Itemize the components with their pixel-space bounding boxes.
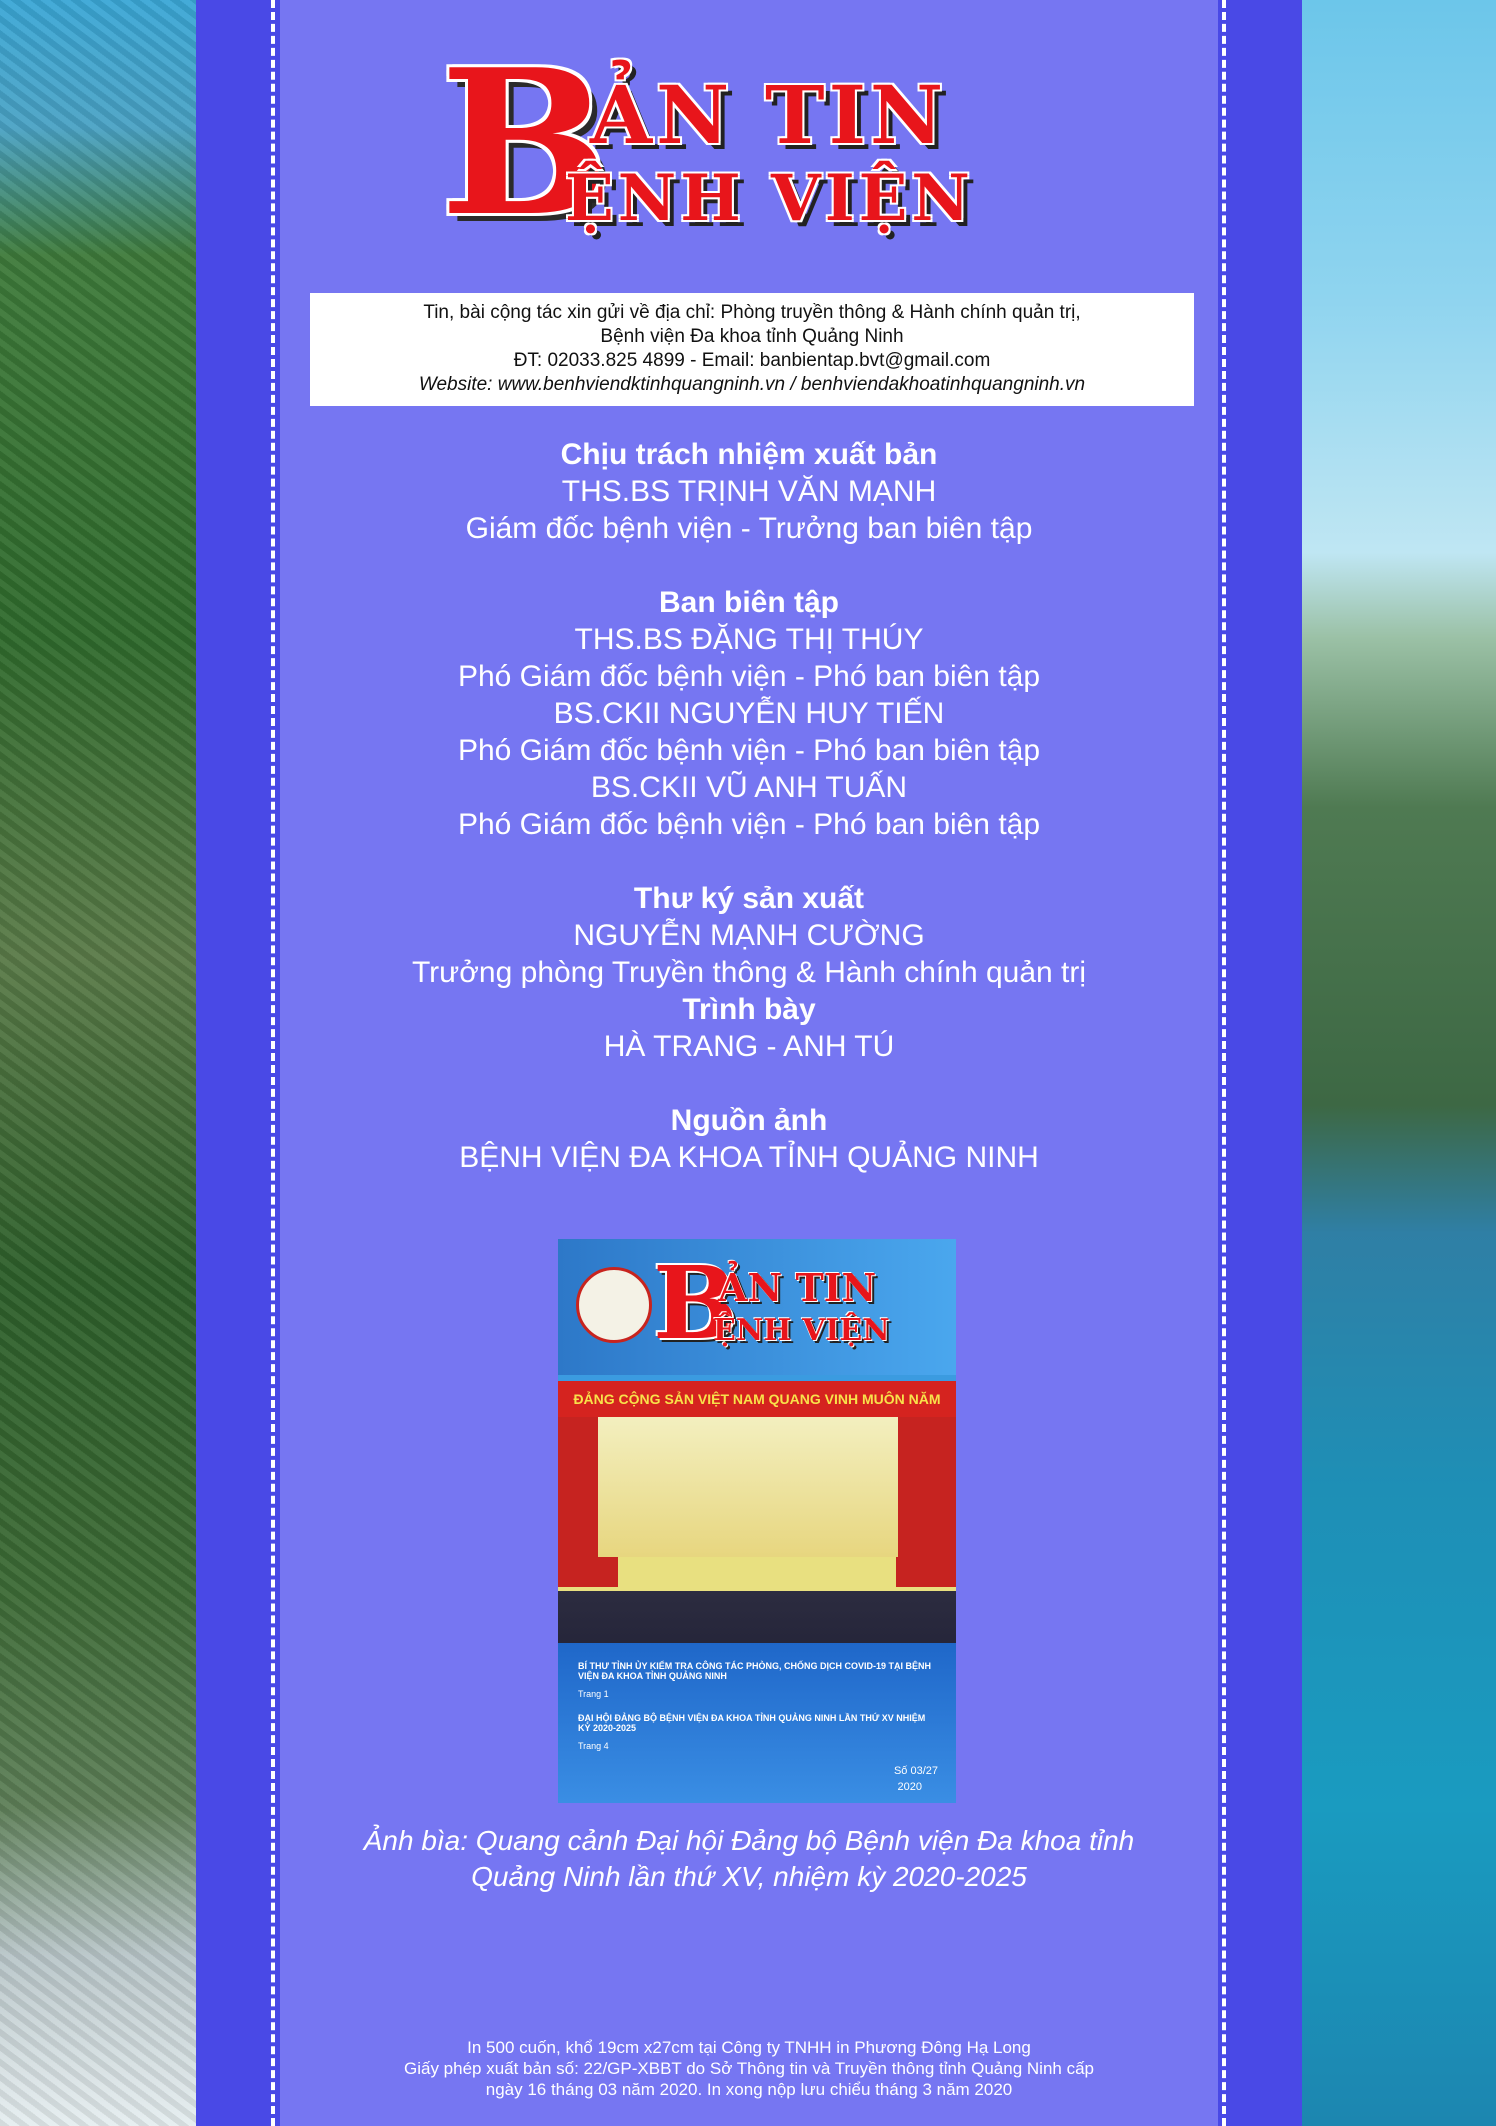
cover-page-2: Trang 4: [578, 1741, 609, 1751]
imprint: [280, 2037, 1218, 2100]
contact-website: Website: www.benhviendktinhquangninh.vn / benhviendakhoatinhquangninh.vn: [418, 374, 1086, 395]
board-member-name: BS.CKII VŨ ANH TUẤN: [590, 771, 908, 804]
cover-headline-2: ĐẠI HỘI ĐẢNG BỘ BỆNH VIỆN ĐA KHOA TỈNH QUẢNG NINH LẦN THỨ XV NHIỆM KỲ 2020-2025: [578, 1713, 926, 1733]
publisher-role: Giám đốc bệnh viện - Trưởng ban biên tập: [465, 512, 1033, 545]
cover-title-initial: B: [653, 1244, 738, 1362]
caption-line-2: Quảng Ninh lần thứ XV, nhiệm kỳ 2020-2025: [471, 1861, 1027, 1892]
secretary-name: NGUYỄN MẠNH CƯỜNG: [573, 919, 925, 952]
board-member-name: THS.BS ĐẶNG THỊ THÚY: [574, 623, 924, 656]
border-stripe-left: [196, 0, 280, 2126]
cover-issue-year: 2020: [897, 1781, 922, 1793]
layout-names: HÀ TRANG - ANH TÚ: [603, 1030, 895, 1063]
cover-page-1: Trang 1: [578, 1689, 609, 1699]
dashed-line-left: [271, 0, 275, 2126]
photo-source: BỆNH VIỆN ĐA KHOA TỈNH QUẢNG NINH: [459, 1141, 1039, 1174]
cover-banner: ĐẢNG CỘNG SẢN VIỆT NAM QUANG VINH MUÔN NĂM: [558, 1381, 956, 1417]
layout-heading: Trình bày: [682, 993, 816, 1026]
publisher-heading: Chịu trách nhiệm xuất bản: [560, 438, 938, 471]
publisher-name: THS.BS TRỊNH VĂN MẠNH: [561, 475, 937, 508]
board-member-role: Phó Giám đốc bệnh viện - Phó ban biên tập: [457, 660, 1041, 693]
imprint-line-1: In 500 cuốn, khổ 19cm x27cm tại Công ty TNHH in Phương Đông Hạ Long: [467, 2038, 1031, 2057]
cover-stage: [598, 1417, 898, 1557]
cover-issue-number: Số 03/27: [893, 1765, 938, 1777]
secretary-heading: Thư ký sản xuất: [633, 882, 865, 915]
contact-phone-email: ĐT: 02033.825 4899 - Email: banbientap.bvt@gmail.com: [513, 350, 991, 371]
caption-line-1: Ảnh bìa: Quang cảnh Đại hội Đảng bộ Bệnh viện Đa khoa tỉnh: [363, 1825, 1135, 1856]
dashed-line-right: [1222, 0, 1226, 2126]
board-heading: Ban biên tập: [658, 586, 839, 619]
cover-title-line-2: ỆNH VIỆN: [713, 1313, 890, 1348]
masthead-line-2: ỆNH VIỆN: [565, 161, 974, 236]
border-stripe-right: [1218, 0, 1302, 2126]
contact-box: [310, 293, 1194, 406]
cover-caption: [280, 1823, 1218, 1895]
contact-hospital: Bệnh viện Đa khoa tỉnh Quảng Ninh: [600, 326, 904, 347]
masthead-logo: [440, 26, 1060, 261]
cover-headline-1: BÍ THƯ TỈNH ỦY KIỂM TRA CÔNG TÁC PHÒNG, CHỐNG DỊCH COVID-19 TẠI BỆNH VIỆN ĐA KHOA TỈNH QUẢNG NINH: [578, 1661, 931, 1681]
cover-footer: [558, 1643, 956, 1803]
masthead-line-1: ẢN TIN: [590, 68, 948, 162]
background-landscape-right: [1296, 0, 1496, 2126]
masthead-initial: B: [440, 26, 610, 261]
imprint-line-2: Giấy phép xuất bản số: 22/GP-XBBT do Sở Thông tin và Truyền thông tỉnh Quảng Ninh cấp: [403, 2059, 1094, 2078]
background-landscape-left: [0, 0, 200, 2126]
imprint-line-3: ngày 16 tháng 03 năm 2020. In xong nộp lưu chiểu tháng 3 năm 2020: [485, 2080, 1013, 2099]
board-member-role: Phó Giám đốc bệnh viện - Phó ban biên tập: [457, 808, 1041, 841]
board-member-name: BS.CKII NGUYỄN HUY TIẾN: [553, 697, 945, 730]
secretary-role: Trưởng phòng Truyền thông & Hành chính quản trị: [411, 956, 1087, 989]
board-member-role: Phó Giám đốc bệnh viện - Phó ban biên tập: [457, 734, 1041, 767]
cover-title-line-1: ẢN TIN: [718, 1265, 877, 1310]
credits: [280, 436, 1218, 1176]
photo-heading: Nguồn ảnh: [670, 1104, 828, 1137]
contact-address: Tin, bài cộng tác xin gửi về địa chỉ: Phòng truyền thông & Hành chính quản trị,: [423, 302, 1081, 323]
hospital-seal-icon: [576, 1267, 652, 1343]
cover-thumbnail: [558, 1239, 956, 1803]
